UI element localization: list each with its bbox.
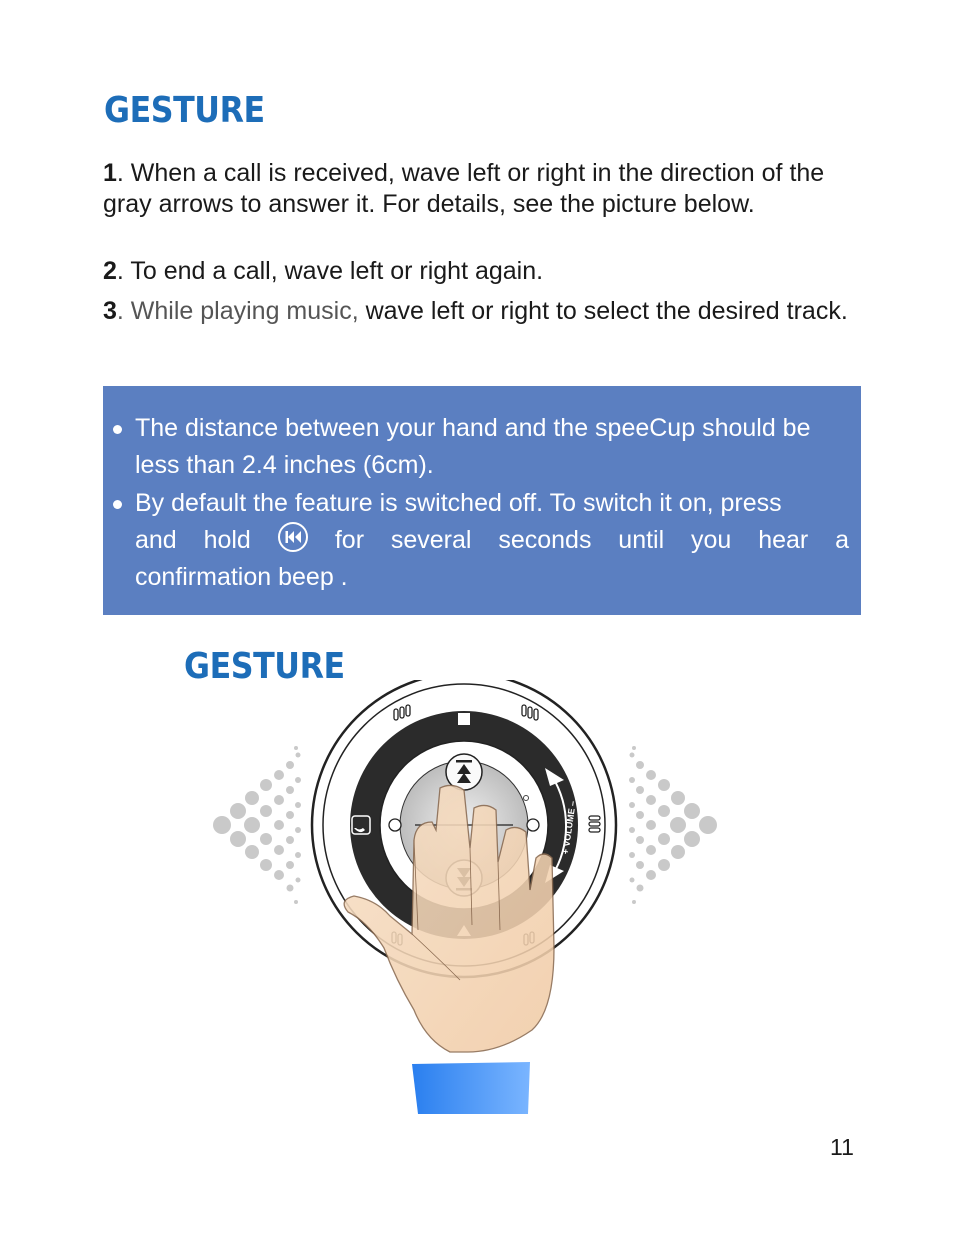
step-2: [103, 256, 863, 287]
left-wave-dots: [213, 746, 301, 904]
note-text-after-icon: for several seconds until you hear a: [334, 526, 849, 554]
previous-track-icon: [446, 754, 482, 790]
figure-title: GESTURE: [184, 646, 345, 687]
sleeve-cuff: [412, 1062, 530, 1114]
stop-icon: [458, 713, 470, 725]
bullet: [113, 425, 122, 434]
note-item-distance: [135, 410, 849, 484]
step-1: [103, 158, 863, 220]
page-heading: GESTURE: [104, 90, 265, 131]
step-number: 1: [103, 159, 117, 187]
bullet: [113, 500, 122, 509]
note-text-line3: confirmation beep .: [135, 563, 348, 591]
note-text-before-icon: and hold: [135, 526, 251, 554]
gesture-illustration: [200, 680, 740, 1120]
step-text: wave left or right to select the desired track.: [358, 297, 848, 325]
page-number: 11: [830, 1134, 854, 1160]
note-box: [103, 386, 861, 615]
step-3: [103, 293, 863, 330]
right-wave-dots: [629, 746, 717, 904]
step-text: . When a call is received, wave left or right in the direction of the gray arrows to answer it. For details, see the picture below.: [103, 159, 825, 218]
step-number: 2: [103, 257, 117, 285]
step-number: 3: [103, 297, 117, 325]
step-text: . To end a call, wave left or right again.: [116, 257, 544, 285]
note-text-line2: [135, 522, 849, 559]
note-item-default-off: [135, 485, 849, 596]
note-text: The distance between your hand and the speeCup should be less than 2.4 inches (6cm).: [135, 414, 811, 479]
previous-track-icon: [277, 521, 309, 553]
note-text-line1: By default the feature is switched off. To switch it on, press: [135, 489, 782, 517]
step-text-grey: . While playing music,: [116, 297, 359, 325]
volume-label: + VOLUME –: [560, 800, 578, 855]
